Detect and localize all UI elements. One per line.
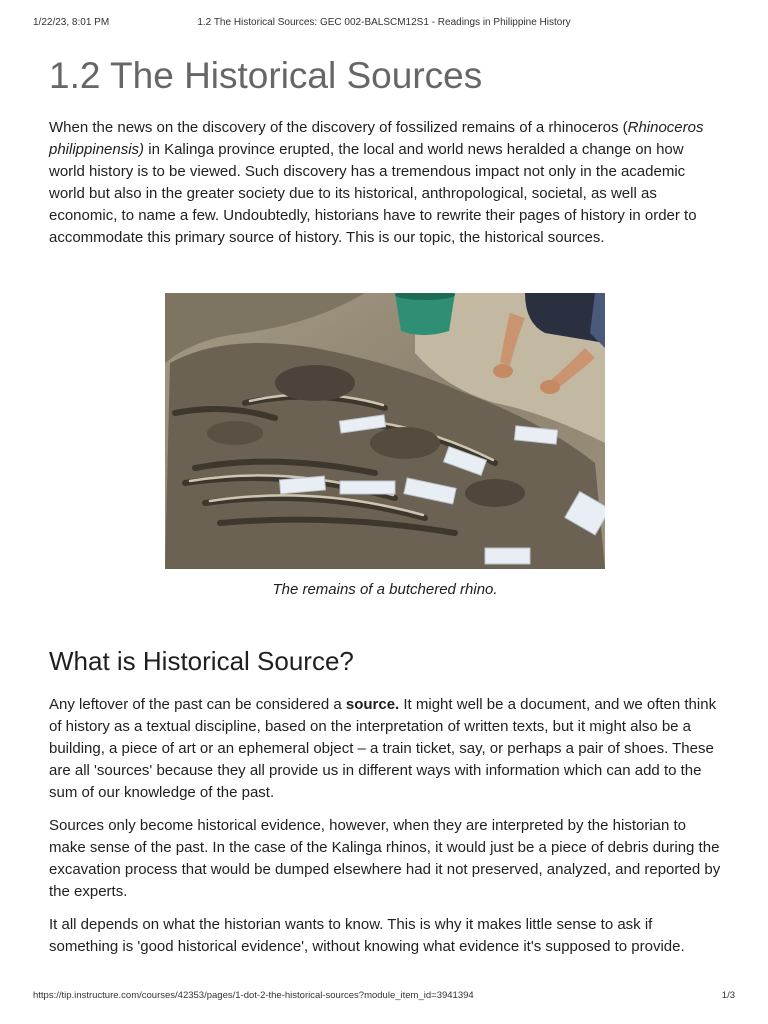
section-paragraph-3: It all depends on what the historian wants to know. This is why it makes little sense to ask if something is 'good historical evidence', without knowing what evidence it's supposed to provide. [49,916,685,955]
paragraph-1-end: It might well be a document, and we often think of history as a textual discipline, based on the interpretation of written texts, but it might also be a building, a piece of art or an ephemeral object – a train ticket, say, or perhaps a pair of shoes. These are all 'sources' because they all provide us in different ways with information which can add to the sum of our knowledge of the past. [49,696,717,801]
source-term: source. [345,696,400,713]
intro-paragraph [49,117,721,249]
figure-caption: The remains of a butchered rhino. [272,581,498,598]
print-document-title: 1.2 The Historical Sources: GEC 002-BALSCM12S1 - Readings in Philippine History [197,17,571,28]
section-paragraph-2: Sources only become historical evidence, however, when they are interpreted by the historian to make sense of the past. In the case of the Kalinga rhinos, it would just be a piece of debris during the excavation process that would be dumped elsewhere had it not preserved, analyzed, and reported by the experts. [49,817,721,900]
print-url: https://tip.instructure.com/courses/42353/pages/1-dot-2-the-historical-sources?module_item_id=3941394 [33,990,474,1001]
rhino-excavation-photo [165,293,605,569]
print-page-number: 1/3 [721,990,735,1001]
intro-text-start: When the news on the discovery of the discovery of fossilized remains of a rhinoceros ( [49,119,628,136]
intro-text-end: in Kalinga province erupted, the local and world news heralded a change on how world history is to be viewed. Such discovery has a tremendous impact not only in the academic world but also in the greater society due to its historical, anthropological, societal, as well as economic, to name a few. Undoubtedly, historians have to rewrite their pages of history in order to accommodate this primary source of history. This is our topic, the historical sources. [49,141,697,246]
paragraph-1-start: Any leftover of the past can be considered a [49,696,346,713]
print-footer [33,990,735,1004]
section-title: What is Historical Source? [49,646,354,676]
print-header [33,17,735,31]
species-name: Rhinoceros philippinensis) [49,119,704,158]
page-content [49,54,721,958]
rhino-figure [49,293,721,601]
print-date: 1/22/23, 8:01 PM [33,17,110,28]
section-paragraph-1 [49,694,721,804]
page-title: 1.2 The Historical Sources [49,55,483,96]
